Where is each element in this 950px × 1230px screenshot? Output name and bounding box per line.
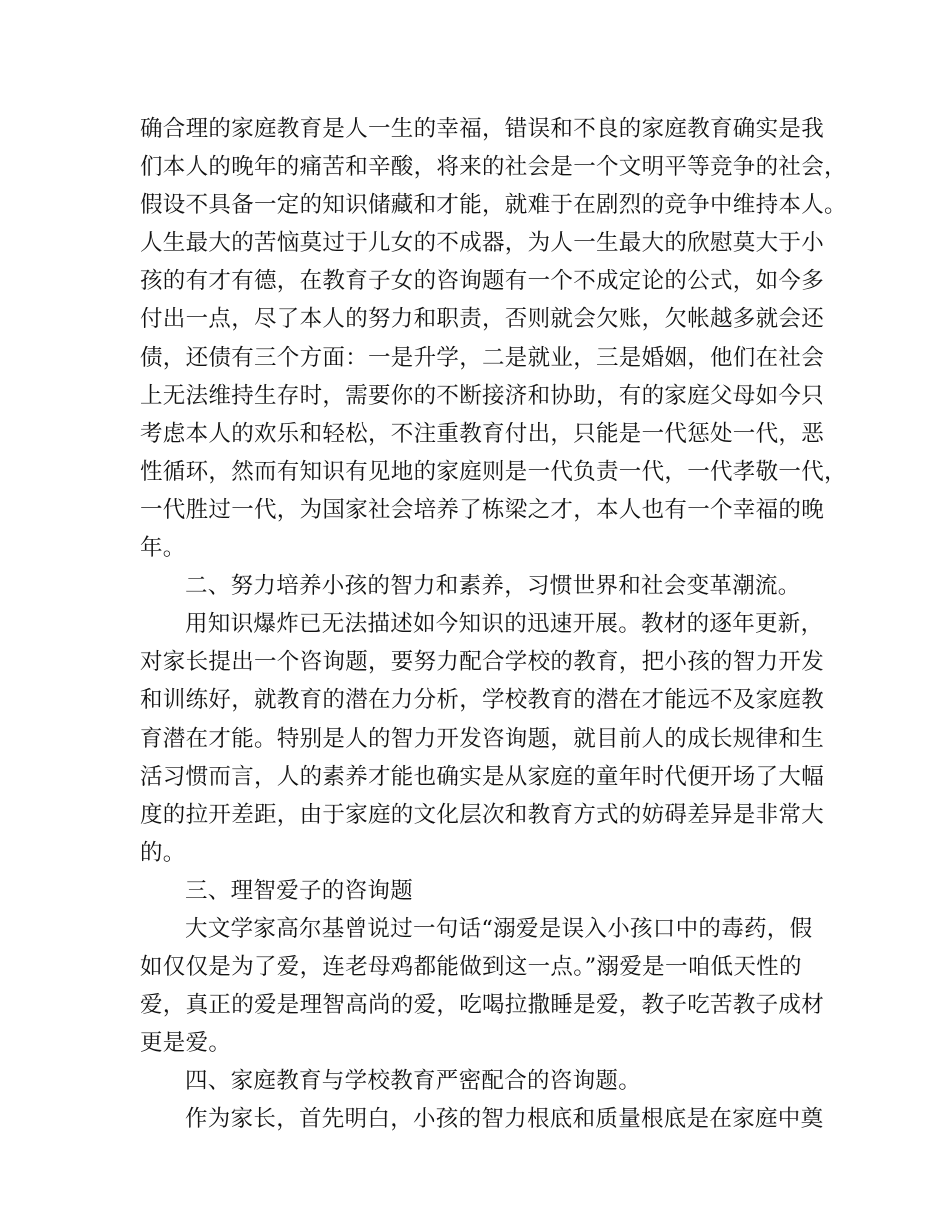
text-line: 确合理的家庭教育是人一生的幸福，错误和不良的家庭教育确实是我 — [140, 116, 825, 142]
text-line: 上无法维持生存时，需要你的不断接济和协助，有的家庭父母如今只 — [140, 382, 825, 409]
heading-line: 二、努力培养小孩的智力和素养，习惯世界和社会变革潮流。 — [185, 573, 801, 600]
text-line: 一代胜过一代，为国家社会培养了栋梁之才，本人也有一个幸福的晚 — [140, 496, 825, 523]
text-line: 年。 — [140, 535, 186, 562]
paragraph-gorky-quote — [140, 910, 825, 1062]
paragraph-knowledge-development — [140, 605, 825, 872]
text-line: 更是爱。 — [140, 1030, 232, 1057]
text-line: 育潜在才能。特别是人的智力开发咨询题，就目前人的成长规律和生 — [140, 725, 825, 752]
text-line: 爱，真正的爱是理智高尚的爱，吃喝拉撒睡是爱，教子吃苦教子成材 — [140, 992, 825, 1019]
paragraph-family-education-happiness — [140, 110, 847, 567]
text-line: 的。 — [140, 839, 186, 866]
heading-line: 三、理智爱子的咨询题 — [185, 877, 414, 904]
text-line: 假设不具备一定的知识储藏和才能，就难于在剧烈的竞争中维持本人。 — [140, 192, 847, 219]
text-line: 债，还债有三个方面：一是升学，二是就业，三是婚姻，他们在社会 — [140, 344, 825, 371]
text-line: 大文学家高尔基曾说过一句话“溺爱是误入小孩口中的毒药，假 — [185, 915, 813, 942]
section-heading-2 — [140, 567, 820, 605]
text-line: 们本人的晚年的痛苦和辛酸，将来的社会是一个文明平等竞争的社会， — [140, 154, 847, 181]
text-line: 付出一点，尽了本人的努力和职责，否则就会欠账，欠帐越多就会还 — [140, 306, 825, 333]
text-line: 考虑本人的欢乐和轻松，不注重教育付出，只能是一代惩处一代，恶 — [140, 420, 825, 447]
text-line: 人生最大的苦恼莫过于儿女的不成器，为人一生最大的欣慰莫大于小 — [140, 230, 825, 257]
document-body — [140, 110, 847, 1139]
heading-line: 四、家庭教育与学校教育严密配合的咨询题。 — [185, 1068, 642, 1095]
text-line: 度的拉开差距，由于家庭的文化层次和教育方式的妨碍差异是非常大 — [140, 801, 825, 828]
text-line: 性循环，然而有知识有见地的家庭则是一代负责一代，一代孝敬一代， — [140, 458, 847, 485]
text-line: 对家长提出一个咨询题，要努力配合学校的教育，把小孩的智力开发 — [140, 649, 825, 676]
text-line: 作为家长，首先明白，小孩的智力根底和质量根底是在家庭中奠 — [185, 1106, 824, 1133]
section-heading-4 — [140, 1062, 820, 1100]
section-heading-3 — [140, 872, 820, 910]
text-line: 如仅仅是为了爱，连老母鸡都能做到这一点。”溺爱是一咱低天性的 — [140, 954, 802, 981]
text-line: 用知识爆炸已无法描述如今知识的迅速开展。教材的逐年更新， — [185, 611, 824, 638]
text-line: 和训练好，就教育的潜在力分析，学校教育的潜在才能远不及家庭教 — [140, 687, 825, 714]
text-line: 孩的有才有德，在教育子女的咨询题有一个不成定论的公式，如今多 — [140, 268, 825, 295]
paragraph-parent-role — [140, 1100, 824, 1138]
text-line: 活习惯而言，人的素养才能也确实是从家庭的童年时代便开场了大幅 — [140, 763, 825, 790]
